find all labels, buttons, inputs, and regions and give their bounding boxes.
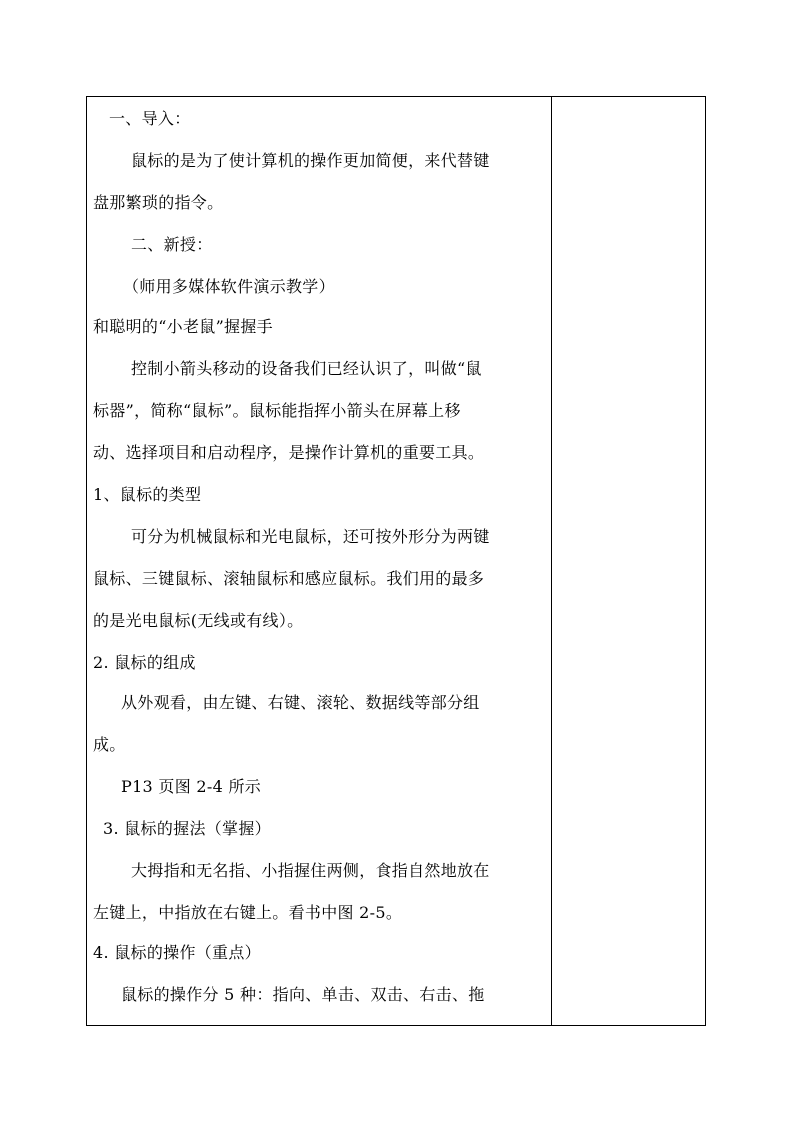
paragraph-line: 控制小箭头移动的设备我们已经认识了，叫做“鼠 — [131, 359, 482, 378]
paragraph-line: 鼠标的操作分 5 种：指向、单击、双击、右击、拖 — [121, 985, 485, 1004]
paragraph-line: 的是光电鼠标(无线或有线）。 — [93, 611, 304, 630]
paragraph-line: 大拇指和无名指、小指握住两侧，食指自然地放在 — [131, 861, 490, 880]
paragraph-line: （师用多媒体软件演示教学） — [123, 277, 335, 296]
paragraph-line: 可分为机械鼠标和光电鼠标，还可按外形分为两键 — [131, 527, 490, 546]
lesson-table — [86, 96, 706, 1026]
paragraph-line: 鼠标、三键鼠标、滚轴鼠标和感应鼠标。我们用的最多 — [93, 569, 485, 588]
subsection-heading: 1、鼠标的类型 — [93, 485, 202, 504]
paragraph-line: 成。 — [93, 735, 126, 754]
subsection-heading: 2. 鼠标的组成 — [93, 653, 196, 672]
paragraph-line: 左键上，中指放在右键上。看书中图 2-5。 — [93, 903, 403, 922]
section-new-heading: 二、新授： — [131, 235, 213, 254]
paragraph-line: 从外观看，由左键、右键、滚轮、数据线等部分组 — [121, 693, 480, 712]
paragraph-line: 和聪明的“小老鼠”握握手 — [93, 317, 273, 336]
subsection-heading: 4. 鼠标的操作（重点） — [93, 943, 261, 962]
paragraph-line: 动、选择项目和启动程序，是操作计算机的重要工具。 — [93, 443, 485, 462]
paragraph-line: 盘那繁琐的指令。 — [93, 193, 224, 212]
notes-cell — [552, 97, 705, 1025]
section-intro-heading: 一、导入： — [109, 109, 191, 128]
paragraph-line: 鼠标的是为了使计算机的操作更加简便，来代替键 — [131, 151, 490, 170]
content-cell — [87, 97, 551, 1025]
subsection-heading: 3. 鼠标的握法（掌握） — [103, 819, 271, 838]
paragraph-line: P13 页图 2-4 所示 — [121, 777, 262, 796]
paragraph-line: 标器”，简称“鼠标”。鼠标能指挥小箭头在屏幕上移 — [93, 401, 461, 420]
